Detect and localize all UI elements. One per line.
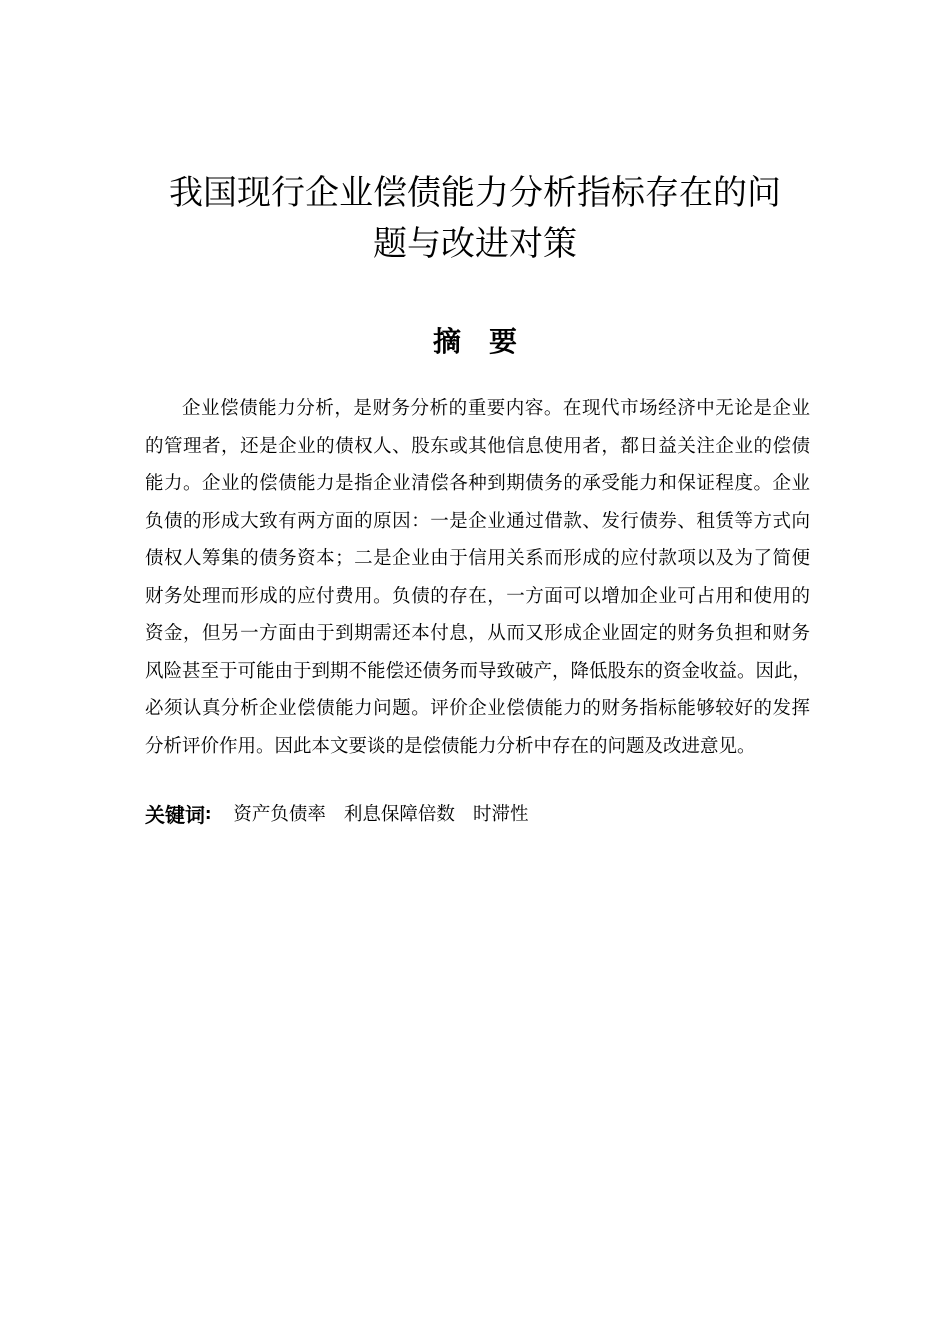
keyword-item: 资产负债率	[233, 804, 326, 825]
keywords-colon: :	[205, 803, 212, 823]
abstract-line: 企业偿债能力分析，是财务分析的重要内容。在现代市场经济中无论是企业	[182, 398, 810, 419]
abstract-line: 必须认真分析企业偿债能力问题。评价企业偿债能力的财务指标能够较好的发挥	[145, 698, 810, 719]
abstract-line: 债权人筹集的债务资本；二是企业由于信用关系而形成的应付款项以及为了简便	[145, 548, 810, 569]
abstract-body	[145, 390, 810, 765]
abstract-line: 资金，但另一方面由于到期需还本付息，从而又形成企业固定的财务负担和财务	[145, 623, 810, 644]
abstract-heading: 摘要	[432, 325, 545, 358]
abstract-line: 风险甚至于可能由于到期不能偿还债务而导致破产，降低股东的资金收益。因此，	[145, 660, 812, 682]
keywords-label: 关键词	[145, 802, 205, 827]
document-title-line-1: 我国现行企业偿债能力分析指标存在的问	[169, 173, 781, 213]
abstract-line: 分析评价作用。因此本文要谈的是偿债能力分析中存在的问题及改进意见。	[145, 735, 756, 757]
abstract-line: 的管理者，还是企业的债权人、股东或其他信息使用者，都日益关注企业的偿债	[145, 435, 810, 457]
abstract-line: 能力。企业的偿债能力是指企业清偿各种到期债务的承受能力和保证程度。企业	[145, 473, 810, 494]
abstract-line: 负债的形成大致有两方面的原因：一是企业通过借款、发行债券、租赁等方式向	[145, 510, 810, 532]
keyword-item: 利息保障倍数	[343, 804, 455, 825]
keyword-item: 时滞性	[472, 804, 529, 825]
document-title-line-2: 题与改进对策	[373, 224, 577, 264]
abstract-line: 财务处理而形成的应付费用。负债的存在，一方面可以增加企业可占用和使用的	[145, 585, 810, 607]
keywords-row	[145, 793, 546, 833]
